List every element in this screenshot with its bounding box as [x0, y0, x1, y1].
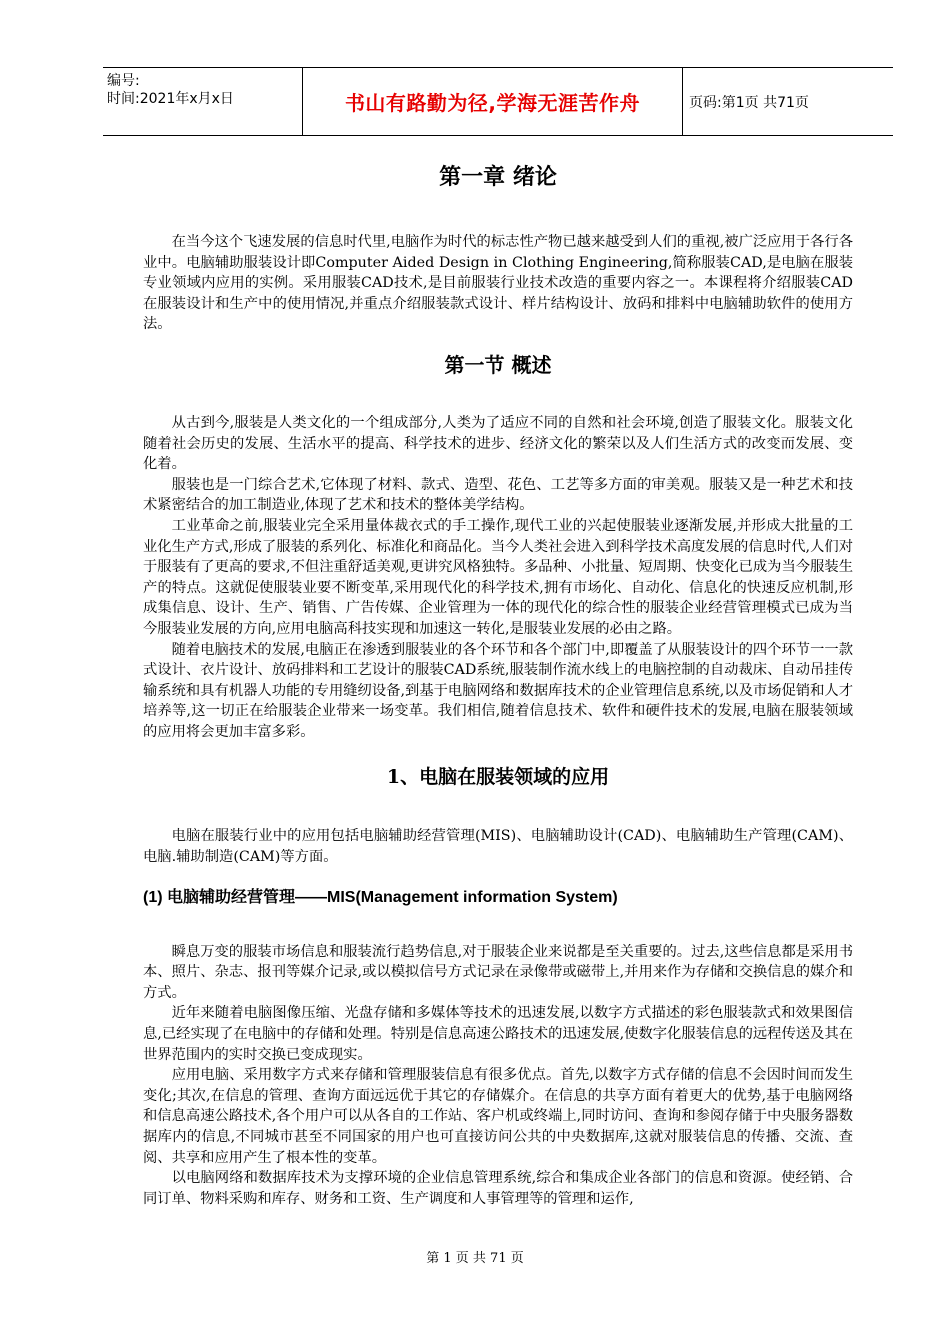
page-footer: 第 1 页 共 71 页 — [426, 1251, 524, 1266]
intro-paragraph: 在当今这个飞速发展的信息时代里,电脑作为时代的标志性产物已越来越受到人们的重视,被广泛应用于各行各业中。电脑辅助服装设计即Computer Aided Design in Clothing Engineering,简称服装CAD,是电脑在服装专业领域内应用的实例。采用服装CAD技术,是目前服装行业技术改造的重要内容之一。本课程将介绍服装CAD在服装设计和生产中的使用情况,并重点介绍服装款式设计、样片结构设计、放码和排料中电脑辅助软件的使用方法。 — [143, 234, 853, 333]
mis-title: (1) 电脑辅助经营管理——MIS(Management information System) — [143, 888, 618, 906]
subsection-paragraph: 电脑在服装行业中的应用包括电脑辅助经营管理(MIS)、电脑辅助设计(CAD)、电脑辅助生产管理(CAM)、电脑.辅助制造(CAM)等方面。 — [143, 828, 853, 866]
doc-code-label: 编号: — [107, 73, 140, 89]
mis-paragraph: 应用电脑、采用数字方式来存储和管理服装信息有很多优点。首先,以数字方式存储的信息不会因时间而发生变化;其次,在信息的管理、查询方面远远优于其它的存储媒介。在信息的共享方面有着更大的优势,基于电脑网络和信息高速公路技术,各个用户可以从各自的工作站、客户机或终端上,同时访问、查询和参阅存储于中央服务器数据库内的信息,不同城市甚至不同国家的用户也可直接访问公共的中央数据库,这就对服装信息的传播、交流、查阅、共享和应用产生了根本性的变革。 — [143, 1067, 853, 1166]
mis-paragraph: 近年来随着电脑图像压缩、光盘存储和多媒体等技术的迅速发展,以数字方式描述的彩色服装款式和效果图信息,已经实现了在电脑中的存储和处理。特别是信息高速公路技术的迅速发展,使数字化服装信息的远程传送及其在世界范围内的实时交换已变成现实。 — [143, 1005, 853, 1063]
section-paragraph: 工业革命之前,服装业完全采用量体裁衣式的手工操作,现代工业的兴起使服装业逐渐发展,并形成大批量的工业化生产方式,形成了服装的系列化、标准化和商品化。当今人类社会进入到科学技术高度发展的信息时代,人们对于服装有了更高的要求,不但注重舒适美观,更讲究风格独特。多品种、小批量、短周期、快变化已成为当今服装生产的特点。这就促使服装业要不断变革,采用现代化的科学技术,拥有市场化、自动化、信息化的快速反应机制,形成集信息、设计、生产、销售、广告传媒、企业管理为一体的现代化的综合性的服装企业经营管理模式已成为当今服装业发展的方向,应用电脑高科技实现和加速这一转化,是服装业发展的必由之路。 — [143, 517, 853, 637]
section-paragraph: 从古到今,服装是人类文化的一个组成部分,人类为了适应不同的自然和社会环境,创造了服装文化。服装文化随着社会历史的发展、生活水平的提高、科学技术的进步、经济文化的繁荣以及人们生活方式的改变而发展、变化着。 — [143, 414, 853, 473]
section-title: 第一节 概述 — [444, 352, 552, 377]
section-paragraph: 服装也是一门综合艺术,它体现了材料、款式、造型、花色、工艺等多方面的审美观。服装又是一种艺术和技术紧密结合的加工制造业,体现了艺术和技术的整体美学结构。 — [143, 476, 853, 514]
header-motto: 书山有路勤为径,学海无涯苦作舟 — [344, 91, 641, 115]
section-paragraph: 随着电脑技术的发展,电脑正在渗透到服装业的各个环节和各个部门中,即覆盖了从服装设计的四个环节一一款式设计、衣片设计、放码排料和工艺设计的服装CAD系统,服装制作流水线上的电脑控制的自动裁床、自动吊挂传输系统和具有机器人功能的专用缝纫设备,到基于电脑网络和数据库技术的企业管理信息系统,以及市场促销和人才培养等,这一切正在给服装企业带来一场变革。我们相信,随着信息技术、软件和硬件技术的发展,电脑在服装领域的应用将会更加丰富多彩。 — [143, 641, 853, 740]
chapter-title: 第一章 绪论 — [439, 165, 557, 190]
subsection-title: 1、电脑在服装领域的应用 — [386, 766, 610, 789]
mis-paragraph: 以电脑网络和数据库技术为支撑环境的企业信息管理系统,综合和集成企业各部门的信息和资源。使经销、合同订单、物料采购和库存、财务和工资、生产调度和人事管理等的管理和运作, — [143, 1170, 853, 1207]
header-page-code: 页码:第1页 共71页 — [689, 94, 809, 111]
page-header — [103, 67, 893, 136]
header-motto-cell — [303, 68, 683, 135]
header-page-cell — [683, 68, 893, 135]
mis-paragraph: 瞬息万变的服装市场信息和服装流行趋势信息,对于服装企业来说都是至关重要的。过去,这些信息都是采用书本、照片、杂志、报刊等媒介记录,或以模拟信号方式记录在录像带或磁带上,并用来作为存储和交换信息的媒介和方式。 — [143, 943, 853, 1001]
doc-date-label: 时间:2021年x月x日 — [107, 91, 234, 107]
header-meta-cell — [103, 68, 303, 135]
document-body — [143, 150, 853, 1209]
